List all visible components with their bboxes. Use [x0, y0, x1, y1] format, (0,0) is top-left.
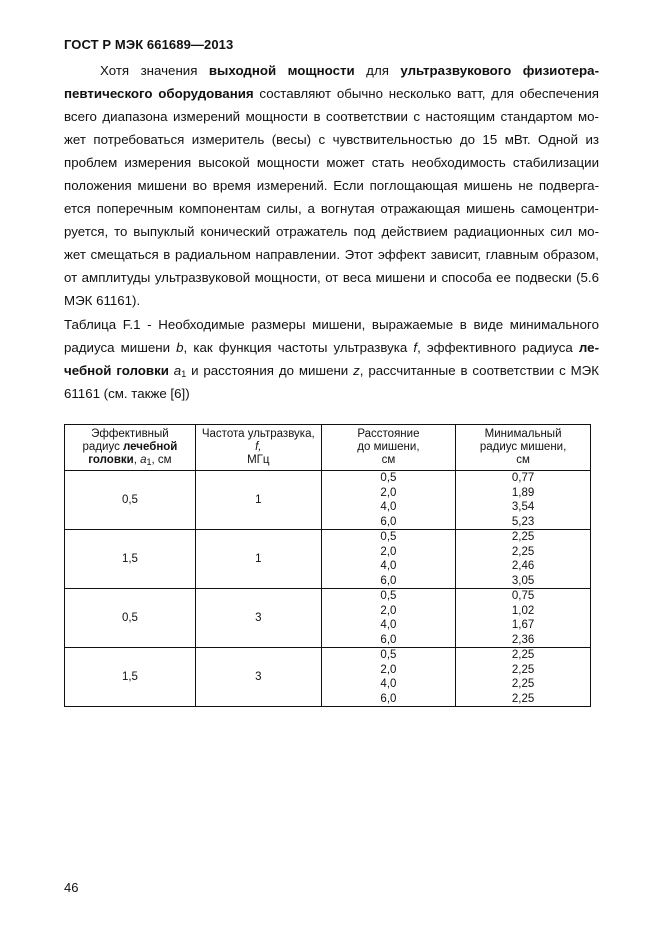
min-radius-value: 2,25 — [511, 678, 535, 690]
min-radius-value: 3,54 — [511, 501, 535, 513]
cell-frequency: 1 — [195, 530, 321, 589]
min-radius-value: 0,77 — [511, 472, 535, 484]
min-radius-value: 2,25 — [511, 545, 535, 558]
header-effective-radius — [65, 425, 196, 471]
paragraph-line: ется поперечным компонентам силы, а вогнутая отражающая мишень самоцентри- — [64, 201, 599, 216]
distance-value: 4,0 — [380, 501, 397, 513]
distance-value: 6,0 — [380, 692, 397, 705]
min-radius-value: 2,25 — [511, 649, 535, 661]
paragraph-line: певтического оборудования составляют обычно несколько ватт, для обеспечения — [64, 86, 599, 101]
header-text: см — [516, 454, 530, 466]
header-text: радиус мишени, — [479, 441, 567, 453]
caption-line: чебной головки $a_1$ и расстояния до мишени z, рассчитанные в соответствии с МЭК — [64, 363, 599, 379]
distance-value: 2,0 — [380, 545, 397, 558]
caption-line: Таблица F.1 - Необходимые размеры мишени, выражаемые в виде минимального — [64, 317, 599, 332]
header-text: радиус лечебной — [82, 441, 178, 453]
distance-value: 2,0 — [380, 663, 397, 676]
paragraph-line: всего диапазона измерений мощности в соответствии с настоящим стандартом мо- — [64, 109, 599, 124]
min-radius-value: 0,75 — [511, 590, 535, 602]
distance-value: 4,0 — [380, 678, 397, 690]
table-header-row — [65, 425, 591, 471]
document-header: ГОСТ Р МЭК 661689—2013 — [64, 37, 234, 52]
paragraph-line: Хотя значения выходной мощности для ультразвукового физиотера- — [100, 63, 599, 78]
header-text: Эффективный — [91, 428, 169, 440]
header-distance — [321, 425, 456, 471]
paragraph-line: положения мишени во время измерений. Если поглощающая мишень не подверга- — [64, 178, 599, 193]
paragraph-line: МЭК 61161). — [64, 293, 141, 308]
table-row — [65, 471, 591, 530]
cell-frequency: 3 — [195, 648, 321, 707]
cell-min-radii — [456, 530, 591, 589]
cell-frequency: 1 — [195, 471, 321, 530]
paragraph-line: проблем измерения высокой мощности может стать необходимость стабилизации — [64, 155, 599, 170]
header-text: МГц — [247, 454, 270, 466]
cell-radius: 1,5 — [65, 648, 196, 707]
paragraph-line: руется, то выпуклый конический отражатель под действием радиационных сил мо- — [64, 224, 599, 239]
min-radius-value: 2,25 — [511, 692, 535, 705]
header-text: f, — [255, 441, 262, 453]
cell-min-radii — [456, 589, 591, 648]
min-radius-value: 1,89 — [511, 486, 535, 499]
min-radius-value: 1,67 — [511, 619, 535, 631]
table-caption — [64, 313, 599, 405]
cell-distances — [321, 648, 456, 707]
distance-value: 4,0 — [380, 560, 397, 572]
header-min-radius — [456, 425, 591, 471]
header-text: Расстояние — [357, 428, 420, 440]
page-number: 46 — [64, 880, 79, 895]
header-text: Минимальный — [484, 428, 562, 440]
distance-value: 0,5 — [380, 472, 397, 484]
distance-value: 0,5 — [380, 531, 397, 543]
header-text: головки, $a_1$, см — [88, 454, 172, 467]
cell-min-radii — [456, 471, 591, 530]
min-radius-value: 2,46 — [511, 560, 535, 572]
caption-line: 61161 (см. также [6]) — [64, 386, 190, 401]
distance-value: 6,0 — [380, 574, 397, 587]
cell-min-radii — [456, 648, 591, 707]
distance-value: 2,0 — [380, 486, 397, 499]
min-radius-value: 2,25 — [511, 663, 535, 676]
paragraph-line: жет смещаться в радиальном направлении. Этот эффект зависит, главным образом, — [64, 247, 599, 262]
cell-radius: 0,5 — [65, 589, 196, 648]
min-radius-value: 2,36 — [511, 633, 535, 646]
table-row — [65, 648, 591, 707]
paragraph-line: от амплитуды ультразвуковой мощности, от веса мишени и способа ее подвески (5.6 — [64, 270, 599, 285]
cell-distances — [321, 530, 456, 589]
distance-value: 0,5 — [380, 590, 397, 602]
cell-distances — [321, 589, 456, 648]
min-radius-value: 3,05 — [511, 574, 535, 587]
cell-frequency: 3 — [195, 589, 321, 648]
min-radius-value: 2,25 — [511, 531, 535, 543]
table-row — [65, 589, 591, 648]
cell-radius: 1,5 — [65, 530, 196, 589]
min-radius-value: 5,23 — [511, 515, 535, 528]
cell-distances — [321, 471, 456, 530]
header-text: Частота ультразвука, — [201, 428, 315, 440]
distance-value: 6,0 — [380, 633, 397, 646]
distance-value: 4,0 — [380, 619, 397, 631]
caption-line: радиуса мишени b, как функция частоты ультразвука f, эффективного радиуса ле- — [64, 340, 600, 355]
distance-value: 6,0 — [380, 515, 397, 528]
header-frequency — [195, 425, 321, 471]
distance-value: 0,5 — [380, 649, 397, 661]
cell-radius: 0,5 — [65, 471, 196, 530]
target-size-table — [64, 424, 591, 707]
distance-value: 2,0 — [380, 604, 397, 617]
body-paragraph — [64, 59, 599, 312]
min-radius-value: 1,02 — [511, 604, 535, 617]
paragraph-line: жет потребоваться измеритель (весы) с чувствительностью до 15 мВт. Одной из — [64, 132, 599, 147]
table-row — [65, 530, 591, 589]
header-text: до мишени, — [357, 441, 420, 453]
header-text: см — [381, 454, 396, 466]
